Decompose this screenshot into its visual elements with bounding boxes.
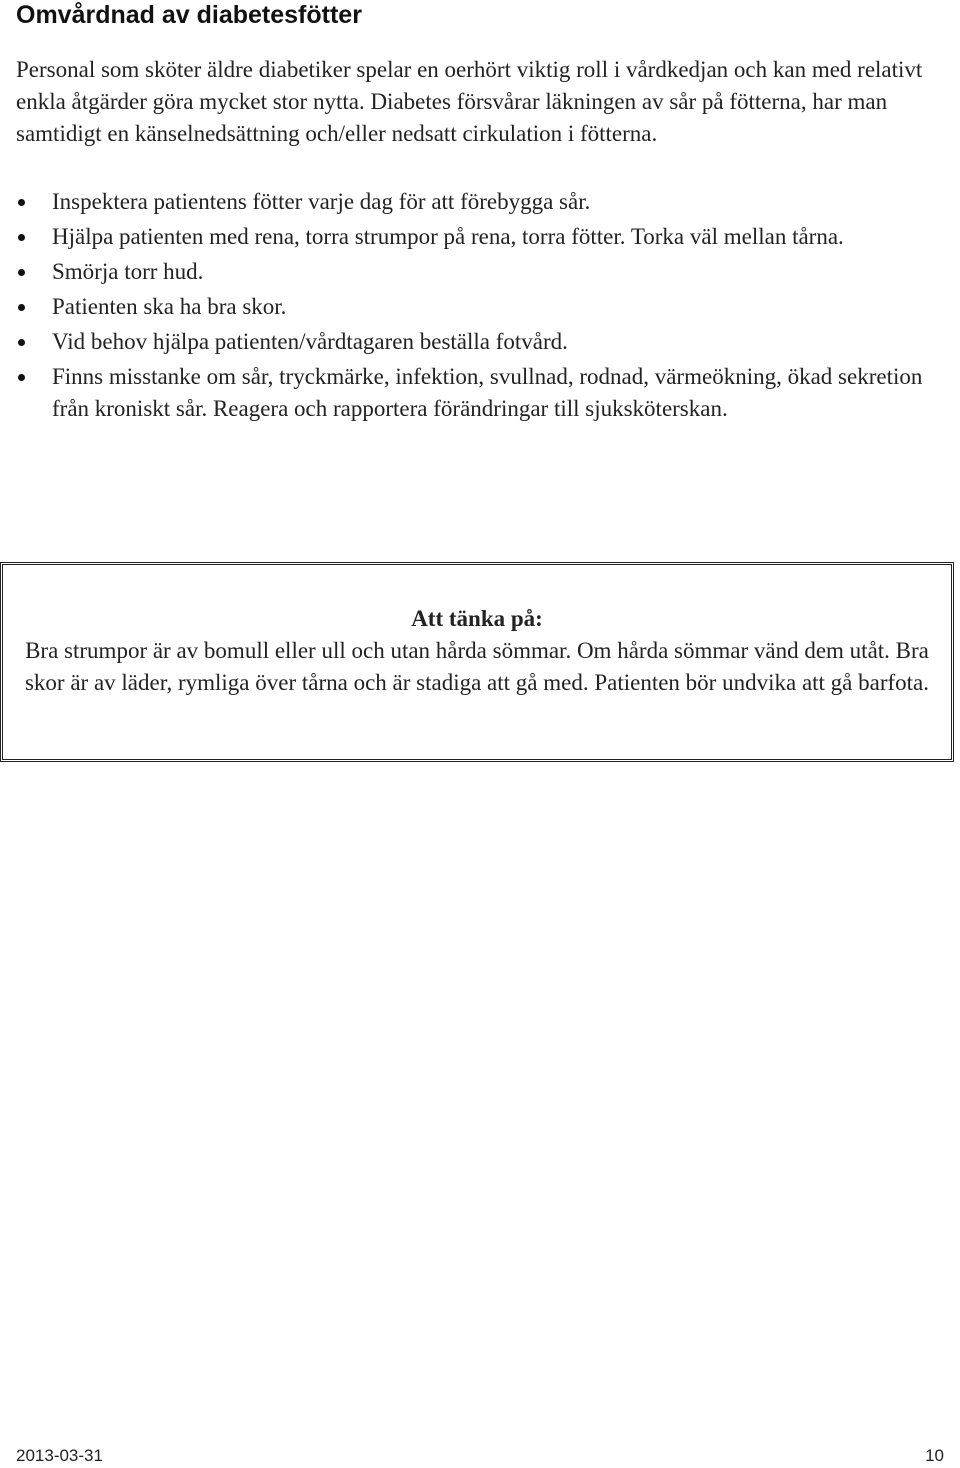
- think-about-title: Att tänka på:: [411, 606, 543, 631]
- list-item-text: Patienten ska ha bra skor.: [52, 294, 287, 319]
- list-item: [0, 186, 940, 218]
- bullet-icon: [18, 339, 25, 346]
- care-bullet-list: [0, 186, 940, 428]
- list-item-text: Smörja torr hud.: [52, 259, 204, 284]
- list-item-text: Finns misstanke om sår, tryckmärke, infektion, svullnad, rodnad, värmeökning, ökad sekretion från kroniskt sår. Reagera och rapportera förändringar till sjuksköterskan.: [52, 364, 923, 421]
- list-item: [0, 221, 940, 253]
- bullet-icon: [18, 199, 25, 206]
- list-item-text: Vid behov hjälpa patienten/vårdtagaren beställa fotvård.: [52, 329, 568, 354]
- list-item: [0, 291, 940, 323]
- footer-date: 2013-03-31: [16, 1446, 103, 1465]
- page-heading: Omvårdnad av diabetesfötter: [16, 1, 362, 29]
- list-item: [0, 256, 940, 288]
- list-item: [0, 361, 940, 425]
- intro-paragraph: Personal som sköter äldre diabetiker spelar en oerhört viktig roll i vårdkedjan och kan med relativt enkla åtgärder göra mycket stor nytta. Diabetes försvårar läkningen av sår på fötterna, har man samtidigt en känselnedsättning och/eller nedsatt cirkulation i fötterna.: [16, 57, 923, 146]
- list-item-text: Hjälpa patienten med rena, torra strumpor på rena, torra fötter. Torka väl mellan tårna.: [52, 224, 844, 249]
- list-item-text: Inspektera patientens fötter varje dag för att förebygga sår.: [52, 189, 591, 214]
- bullet-icon: [18, 304, 25, 311]
- think-about-body: Bra strumpor är av bomull eller ull och utan hårda sömmar. Om hårda sömmar vänd dem utåt. Bra skor är av läder, rymliga över tårna och är stadiga att gå med. Patienten bör undvika att gå barfota.: [24, 638, 930, 695]
- bullet-icon: [18, 234, 25, 241]
- think-about-content: [3, 603, 951, 699]
- list-item: [0, 326, 940, 358]
- think-about-box: [0, 562, 954, 762]
- bullet-icon: [18, 269, 25, 276]
- bullet-icon: [18, 374, 25, 381]
- footer-page-number: 10: [925, 1446, 944, 1465]
